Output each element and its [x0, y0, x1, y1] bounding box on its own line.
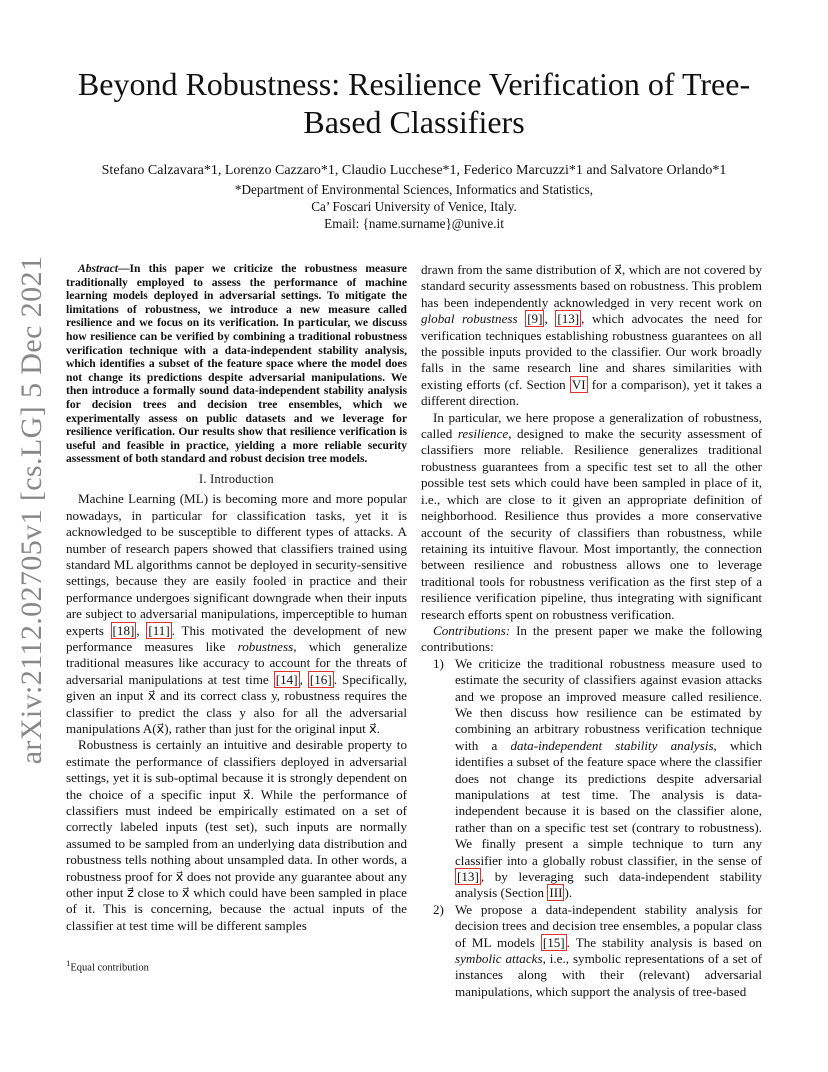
text-run: , — [544, 311, 556, 327]
emphasis-global-robustness: global robustness — [421, 311, 518, 327]
footnote-text: Equal contribution — [70, 962, 149, 974]
contributions-label: Contributions: — [433, 622, 511, 638]
text-run: Machine Learning (ML) is becoming more and more popular nowadays, in particular for classification tasks, yet it is acknowledged to be susceptible to different types of attacks. A number of research papers showed that classifiers trained using standard ML algorithms cannot be deployed in security-sensitive settings, because they are easily fooled in practice and their performance undergoes significant downgrade when their inputs are subject to adversarial manipulations, imperceptible to human experts — [66, 491, 407, 638]
list-number: 1) — [433, 655, 444, 671]
footnote — [66, 958, 407, 974]
contribution-item-2 — [421, 902, 762, 1000]
contribution-list — [421, 656, 762, 1001]
citation-link[interactable]: [11] — [148, 622, 170, 638]
text-run: In particular, we here propose a generalization of robustness, called — [421, 409, 762, 442]
text-run: drawn from the same distribution of x⃗, which are not covered by standard security assessments based on robustness. This problem has been independently acknowledged in very recent work on — [421, 262, 762, 310]
intro-paragraph-2: Robustness is certainly an intuitive and desirable property to estimate the performance of classifiers deployed in adversarial settings, yet it is sub-optimal because it is strongly dependent on the choice of a specific input x⃗. While the performance of classifiers must indeed be empirically estimated on a set of correctly labeled inputs (test set), such inputs are normally assumed to be sampled from an underlying data distribution and robustness tells nothing about unsampled data. In other words, a robustness proof for x⃗ does not provide any guarantee about any other input z⃗ close to x⃗ which could have been sampled in place of it. This is concerning, because the actual inputs of the classifier at test time will be different samples — [66, 737, 407, 933]
right-column — [421, 262, 762, 1000]
citation-link[interactable]: [9] — [527, 311, 543, 327]
text-run: , which identifies a subset of the feature space where the classifier does not change its predictions despite adversarial manipulations at test time. The analysis is data-independent because it is based on the classifier alone, rather than on a specific test set (contrary to robustness). We finally present a simple technique to turn any classifier into a globally robust classifier, in the sense of — [455, 737, 762, 868]
text-run: , designed to make the security assessment of classifiers more reliable. Resilience generalizes traditional robustness guarantees from a specific test set to all the other possible test sets which could have been sampled in place of it, i.e., which are close to it given an appropriate definition of neighborhood. Resilience thus provides a more conservative account of the security of classifiers than robustness, while retaining its intuitive flavour. Most importantly, the connection between resilience and robustness allows one to leverage traditional tools for robustness verification as the first step of a resilience verification pipeline, thus integrating with significant research efforts spent on robustness verification. — [421, 426, 762, 622]
text-run: In the present paper we make the following contributions: — [421, 622, 762, 655]
text-run: , — [136, 622, 147, 638]
section-heading-introduction: I. Introduction — [199, 471, 274, 486]
text-run: , which generalize traditional measures like accuracy to account for the threats of adversarial manipulations at test time — [66, 638, 408, 687]
arxiv-identifier: arXiv:2112.02705v1 [cs.LG] 5 Dec 2021 — [15, 255, 48, 765]
text-run: We propose a data-independent stability analysis for decision trees and decision tree ensembles, a popular class of ML models — [455, 901, 762, 950]
list-number: 2) — [433, 901, 444, 917]
text-run: , by leveraging such data-independent stability analysis (Section — [455, 869, 762, 901]
text-run: . The stability analysis is based on — [566, 934, 762, 950]
affiliation-department: *Department of Environmental Sciences, Informatics and Statistics, — [234, 182, 594, 197]
arxiv-sidebar — [12, 230, 52, 790]
text-run: for a comparison), yet it takes a different direction. — [421, 376, 762, 409]
text-run: , — [299, 671, 308, 687]
text-run: . Specifically, given an input x⃗ and its correct class y, robustness requires the classifier to predict the class y also for all the adversarial manipulations A(x⃗), rather than just for the original input x⃗. — [66, 671, 407, 736]
contribution-item-1 — [421, 656, 762, 902]
intro-paragraph-3 — [421, 262, 762, 410]
abstract-label: Abstract — [78, 262, 118, 275]
citation-link[interactable]: [13] — [457, 869, 479, 885]
emphasis-resilience: resilience — [457, 426, 509, 442]
contributions-intro — [421, 623, 762, 656]
intro-paragraph-4 — [421, 410, 762, 623]
citation-link[interactable]: [14] — [275, 671, 298, 687]
text-run: , which advocates the need for verification techniques establishing robustness guarantees on all the possible inputs provided to the classifier. Our work broadly falls in the same research line and shares similarities with existing efforts (cf. Section — [421, 311, 762, 392]
left-column — [66, 262, 407, 934]
text-run: , i.e., symbolic representations of a set of instances along with their (relevant) adversarial manipulations, which support the analysis of tree-based — [455, 951, 762, 999]
author-list: Stefano Calzavara*1, Lorenzo Cazzaro*1, Claudio Lucchese*1, Federico Marcuzzi*1 and Salvatore Orlando*1 — [101, 163, 727, 178]
text-run: We criticize the traditional robustness measure used to estimate the security of classifiers against evasion attacks and we propose an improved measure called resilience. We then discuss how resilience can be estimated by combining an arbitrary robustness verification technique with a — [455, 655, 762, 753]
affiliation-email: Email: {name.surname}@unive.it — [324, 216, 504, 231]
emphasis-robustness: robustness — [237, 638, 294, 654]
footnote-mark: 1 — [66, 958, 71, 968]
citation-link[interactable]: [13] — [557, 311, 580, 327]
citation-link[interactable]: [15] — [542, 934, 565, 950]
abstract-text: —In this paper we criticize the robustness measure traditionally employed to assess the performance of machine learning models deployed in adversarial settings. To mitigate the limitations of robustness, we introduce a new measure called resilience and we focus on its verification. In particular, we discuss how resilience can be verified by combining a traditional robustness verification technique with a data-independent stability analysis, which identifies a subset of the feature space where the model does not change its predictions despite adversarial manipulations. We then introduce a formally sound data-independent stability analysis for decision trees and decision tree ensembles, which we experimentally assess on public datasets and we leverage for resilience verification. Our results show that resilience verification is useful and feasible in practice, yielding a more reliable security assessment of both standard and robust decision tree models. — [66, 262, 407, 466]
text-run: ). — [564, 885, 573, 901]
section-link[interactable]: VI — [571, 376, 586, 392]
paper-title: Beyond Robustness: Resilience Verification of Tree-Based Classifiers — [77, 66, 751, 140]
emphasis-stability-analysis: data-independent stability analysis — [510, 737, 714, 753]
abstract — [66, 262, 407, 466]
text-run: . This motivated the development of new performance measures like — [66, 622, 408, 654]
citation-link[interactable]: [18] — [112, 622, 135, 638]
emphasis-symbolic-attacks: symbolic attacks — [455, 951, 543, 967]
intro-paragraph-1 — [66, 491, 407, 737]
affiliation-university: Ca’ Foscari University of Venice, Italy. — [311, 199, 517, 214]
citation-link[interactable]: [16] — [309, 671, 332, 687]
section-link[interactable]: III — [549, 885, 563, 901]
